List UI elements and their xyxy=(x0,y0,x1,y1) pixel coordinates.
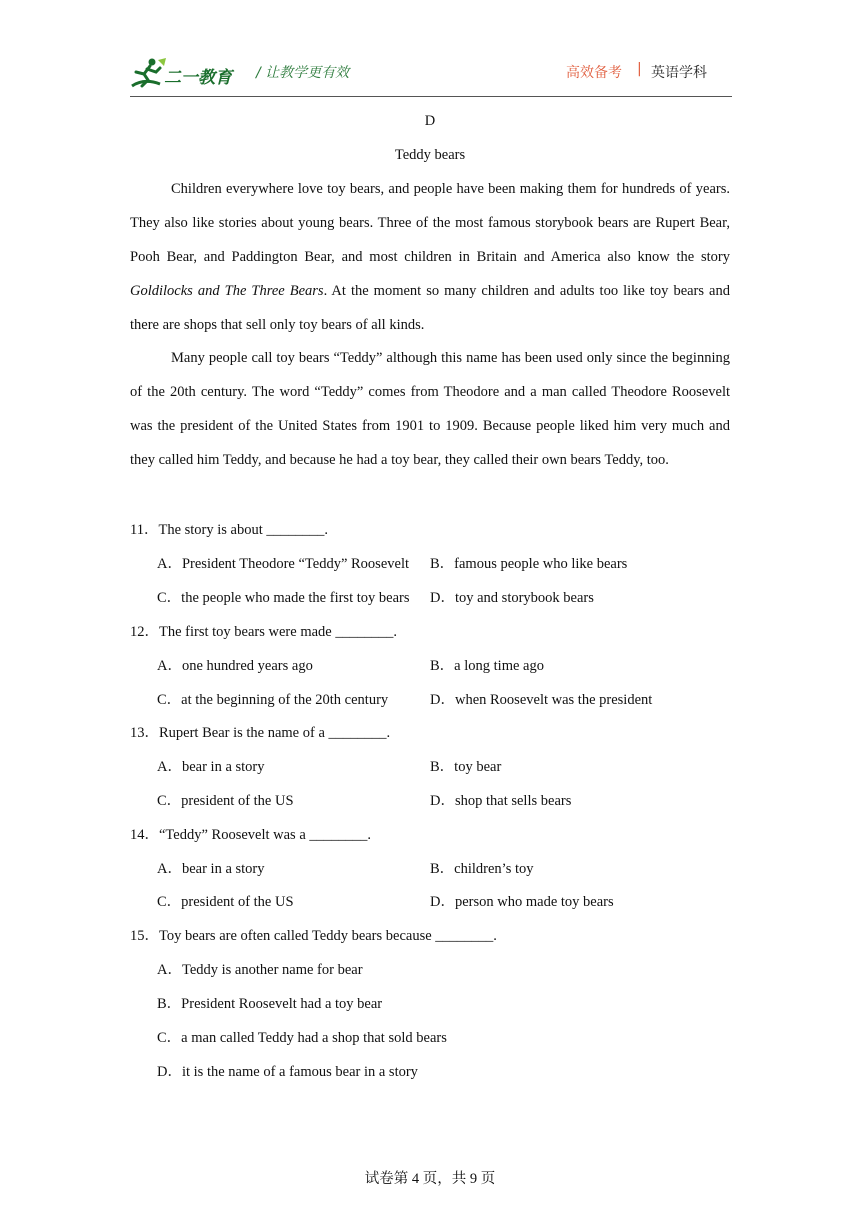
question-12-option-b[interactable]: B．a long time ago xyxy=(430,658,544,674)
question-11-option-d[interactable]: D．toy and storybook bears xyxy=(430,590,594,606)
question-14-option-d[interactable]: D．person who made toy bears xyxy=(430,894,614,910)
question-11-option-b[interactable]: B．famous people who like bears xyxy=(430,556,628,572)
section-letter: D xyxy=(424,113,436,129)
question-12-option-a[interactable]: A．one hundred years ago xyxy=(157,658,313,674)
question-14-option-c[interactable]: C．president of the US xyxy=(157,894,294,910)
question-13-option-a[interactable]: A．bear in a story xyxy=(157,759,265,775)
question-15-stem: 15．Toy bears are often called Teddy bears because ________. xyxy=(130,928,497,944)
question-11-stem: 11．The story is about ________. xyxy=(130,522,329,538)
question-14-stem: 14．“Teddy” Roosevelt was a ________. xyxy=(130,827,372,843)
paragraph-1-text-a: Children everywhere love toy bears, and people have been making them for hundreds of years. They also like stories about young bears. Three of the most famous storybook bears are Rupert Bear, Pooh Bear, and Paddington Bear, and most children in Britain and America also know the story xyxy=(130,181,730,265)
page-header xyxy=(130,52,732,98)
question-15-option-b[interactable]: B．President Roosevelt had a toy bear xyxy=(157,996,383,1012)
question-14-option-b[interactable]: B．children’s toy xyxy=(430,861,534,877)
question-11-option-c[interactable]: C．the people who made the first toy bears xyxy=(157,590,410,606)
logo-text: 二一教育 xyxy=(164,68,232,88)
badge-exam-prep: 高效备考 xyxy=(566,65,622,81)
brand-logo xyxy=(130,56,240,90)
paragraph-1-text-b: . At the moment so many children and adults too like toy bears and there are shops that sell only toy bears of all kinds. xyxy=(130,283,730,333)
question-15-option-d[interactable]: D．it is the name of a famous bear in a story xyxy=(157,1064,418,1080)
paragraph-2: Many people call toy bears “Teddy” although this name has been used only since the beginning of the 20th century. The word “Teddy” comes from Theodore and a man called Theodore Roosevelt was the president of the United States from 1901 to 1909. Because people liked him very much and they called him Teddy, and because he had a toy bear, they called their own bears Teddy, too. xyxy=(130,350,730,468)
story-title-italic: Goldilocks and The Three Bears xyxy=(130,283,324,299)
passage-title: Teddy bears xyxy=(394,147,466,163)
page-number: 试卷第 4 页，共 9 页 xyxy=(364,1171,496,1187)
badge-separator: | xyxy=(637,61,642,77)
question-11-option-a[interactable]: A．President Theodore “Teddy” Roosevelt xyxy=(157,556,410,572)
question-13-option-b[interactable]: B．toy bear xyxy=(430,759,502,775)
question-12-stem: 12．The first toy bears were made ________. xyxy=(130,624,397,640)
question-12-option-d[interactable]: D．when Roosevelt was the president xyxy=(430,692,653,708)
badge-subject: 英语学科 xyxy=(651,65,707,81)
question-13-option-d[interactable]: D．shop that sells bears xyxy=(430,793,572,809)
paragraph-1 xyxy=(130,172,730,342)
question-15-option-a[interactable]: A．Teddy is another name for bear xyxy=(157,962,363,978)
question-12-option-c[interactable]: C．at the beginning of the 20th century xyxy=(157,692,389,708)
question-15-option-c[interactable]: C．a man called Teddy had a shop that sold bears xyxy=(157,1030,447,1046)
question-14-option-a[interactable]: A．bear in a story xyxy=(157,861,265,877)
slogan: / 让教学更有效 xyxy=(256,65,350,81)
question-13-option-c[interactable]: C．president of the US xyxy=(157,793,294,809)
question-13-stem: 13．Rupert Bear is the name of a ________. xyxy=(130,725,391,741)
header-divider xyxy=(130,96,732,97)
